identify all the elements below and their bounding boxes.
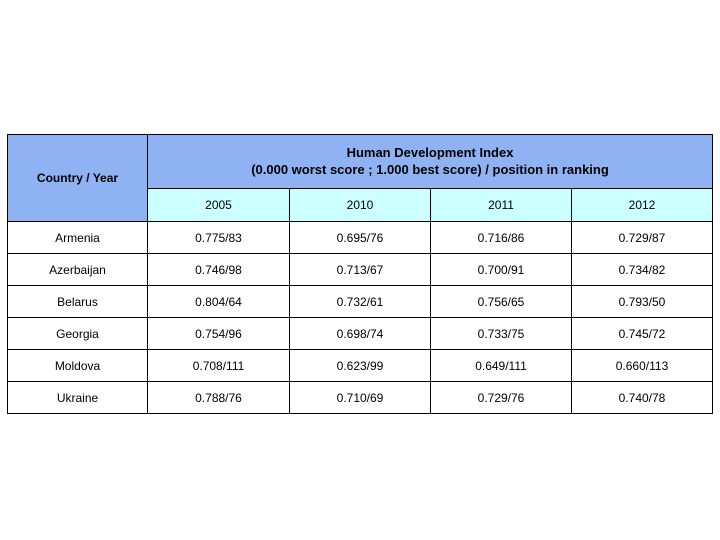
country-cell: Moldova (8, 350, 148, 382)
year-header: 2011 (431, 188, 572, 221)
table-row (8, 350, 713, 382)
table-row (8, 286, 713, 318)
value-cell: 0.710/69 (290, 382, 431, 414)
value-cell: 0.649/111 (431, 350, 572, 382)
country-year-header (8, 135, 148, 222)
country-cell: Armenia (8, 222, 148, 254)
value-cell: 0.732/61 (290, 286, 431, 318)
value-cell: 0.775/83 (148, 222, 290, 254)
year-header: 2005 (148, 188, 290, 221)
table-row (8, 254, 713, 286)
value-cell: 0.700/91 (431, 254, 572, 286)
value-cell: 0.729/76 (431, 382, 572, 414)
table-title: Human Development Index (346, 145, 514, 161)
value-cell: 0.713/67 (290, 254, 431, 286)
value-cell: 0.698/74 (290, 318, 431, 350)
country-cell: Georgia (8, 318, 148, 350)
value-cell: 0.740/78 (572, 382, 713, 414)
value-cell: 0.746/98 (148, 254, 290, 286)
table-subtitle: (0.000 worst score ; 1.000 best score) / position in ranking (251, 162, 609, 178)
country-cell: Belarus (8, 286, 148, 318)
value-cell: 0.716/86 (431, 222, 572, 254)
value-cell: 0.788/76 (148, 382, 290, 414)
value-cell: 0.660/113 (572, 350, 713, 382)
table-row (8, 222, 713, 254)
value-cell: 0.756/65 (431, 286, 572, 318)
table-title-header (148, 135, 713, 189)
value-cell: 0.708/111 (148, 350, 290, 382)
hdi-table (7, 134, 713, 414)
value-cell: 0.734/82 (572, 254, 713, 286)
value-cell: 0.804/64 (148, 286, 290, 318)
country-cell: Ukraine (8, 382, 148, 414)
value-cell: 0.754/96 (148, 318, 290, 350)
year-header: 2012 (572, 188, 713, 221)
value-cell: 0.733/75 (431, 318, 572, 350)
table-row (8, 382, 713, 414)
value-cell: 0.695/76 (290, 222, 431, 254)
value-cell: 0.793/50 (572, 286, 713, 318)
country-year-label: Country / Year (36, 171, 119, 185)
value-cell: 0.729/87 (572, 222, 713, 254)
value-cell: 0.745/72 (572, 318, 713, 350)
year-header: 2010 (290, 188, 431, 221)
table-row (8, 318, 713, 350)
country-cell: Azerbaijan (8, 254, 148, 286)
value-cell: 0.623/99 (290, 350, 431, 382)
